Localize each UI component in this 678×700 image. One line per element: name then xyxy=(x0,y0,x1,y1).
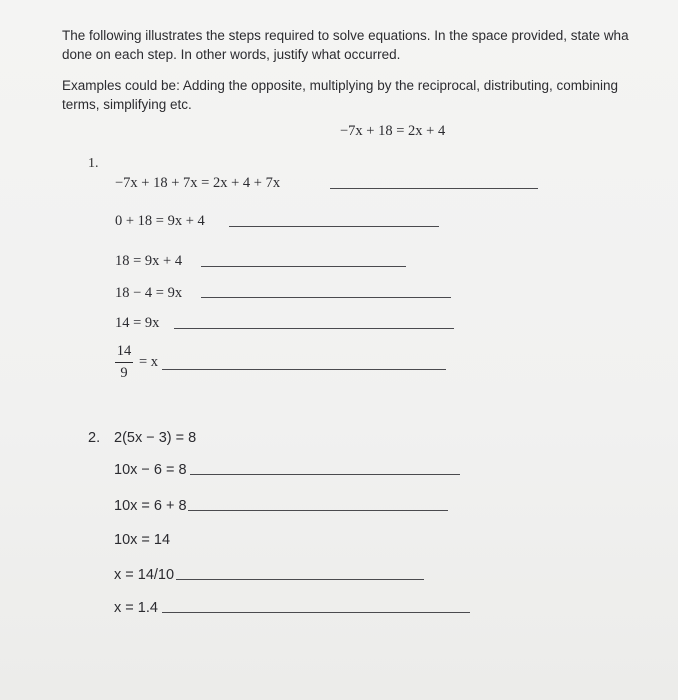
intro-line-2: done on each step. In other words, justify what occurred. xyxy=(62,47,401,62)
fraction-bar xyxy=(115,362,133,363)
p1-step-2: 0 + 18 = 9x + 4 xyxy=(115,213,205,229)
problem-1-number: 1. xyxy=(88,156,99,171)
problem-2-number: 2. xyxy=(88,430,101,446)
p2-step-2: 10x = 6 + 8 xyxy=(114,498,187,514)
p1-step-1: −7x + 18 + 7x = 2x + 4 + 7x xyxy=(115,175,281,191)
p1-answer-line-3[interactable] xyxy=(201,266,406,267)
p1-answer-line-4[interactable] xyxy=(201,297,451,298)
p2-answer-line-2[interactable] xyxy=(188,510,448,511)
fraction-rhs: = x xyxy=(139,354,159,370)
problem-1-equation: −7x + 18 = 2x + 4 xyxy=(340,123,446,139)
p2-step-1: 10x − 6 = 8 xyxy=(114,462,187,478)
p1-step-6 xyxy=(115,343,158,382)
p2-answer-line-1[interactable] xyxy=(190,474,460,475)
intro-line-4: terms, simplifying etc. xyxy=(62,97,192,112)
p1-answer-line-2[interactable] xyxy=(229,226,439,227)
p2-step-5: x = 1.4 xyxy=(114,600,158,616)
fraction-numerator: 14 xyxy=(116,343,132,359)
intro-line-1: The following illustrates the steps required to solve equations. In the space provided, state wha xyxy=(62,28,629,43)
fraction-denominator: 9 xyxy=(120,365,128,381)
p1-step-5: 14 = 9x xyxy=(115,315,160,331)
p1-step-4: 18 − 4 = 9x xyxy=(115,285,183,301)
p1-answer-line-1[interactable] xyxy=(330,188,538,189)
p2-answer-line-5[interactable] xyxy=(162,612,470,613)
p2-step-3: 10x = 14 xyxy=(114,532,171,548)
p2-equation: 2(5x − 3) = 8 xyxy=(114,430,197,446)
intro-line-3: Examples could be: Adding the opposite, multiplying by the reciprocal, distributing, combining xyxy=(62,78,619,93)
p1-step-3: 18 = 9x + 4 xyxy=(115,253,183,269)
p1-answer-line-5[interactable] xyxy=(174,328,454,329)
p2-answer-line-4[interactable] xyxy=(176,579,424,580)
p1-answer-line-6[interactable] xyxy=(162,369,446,370)
p2-step-4: x = 14/10 xyxy=(114,567,175,583)
